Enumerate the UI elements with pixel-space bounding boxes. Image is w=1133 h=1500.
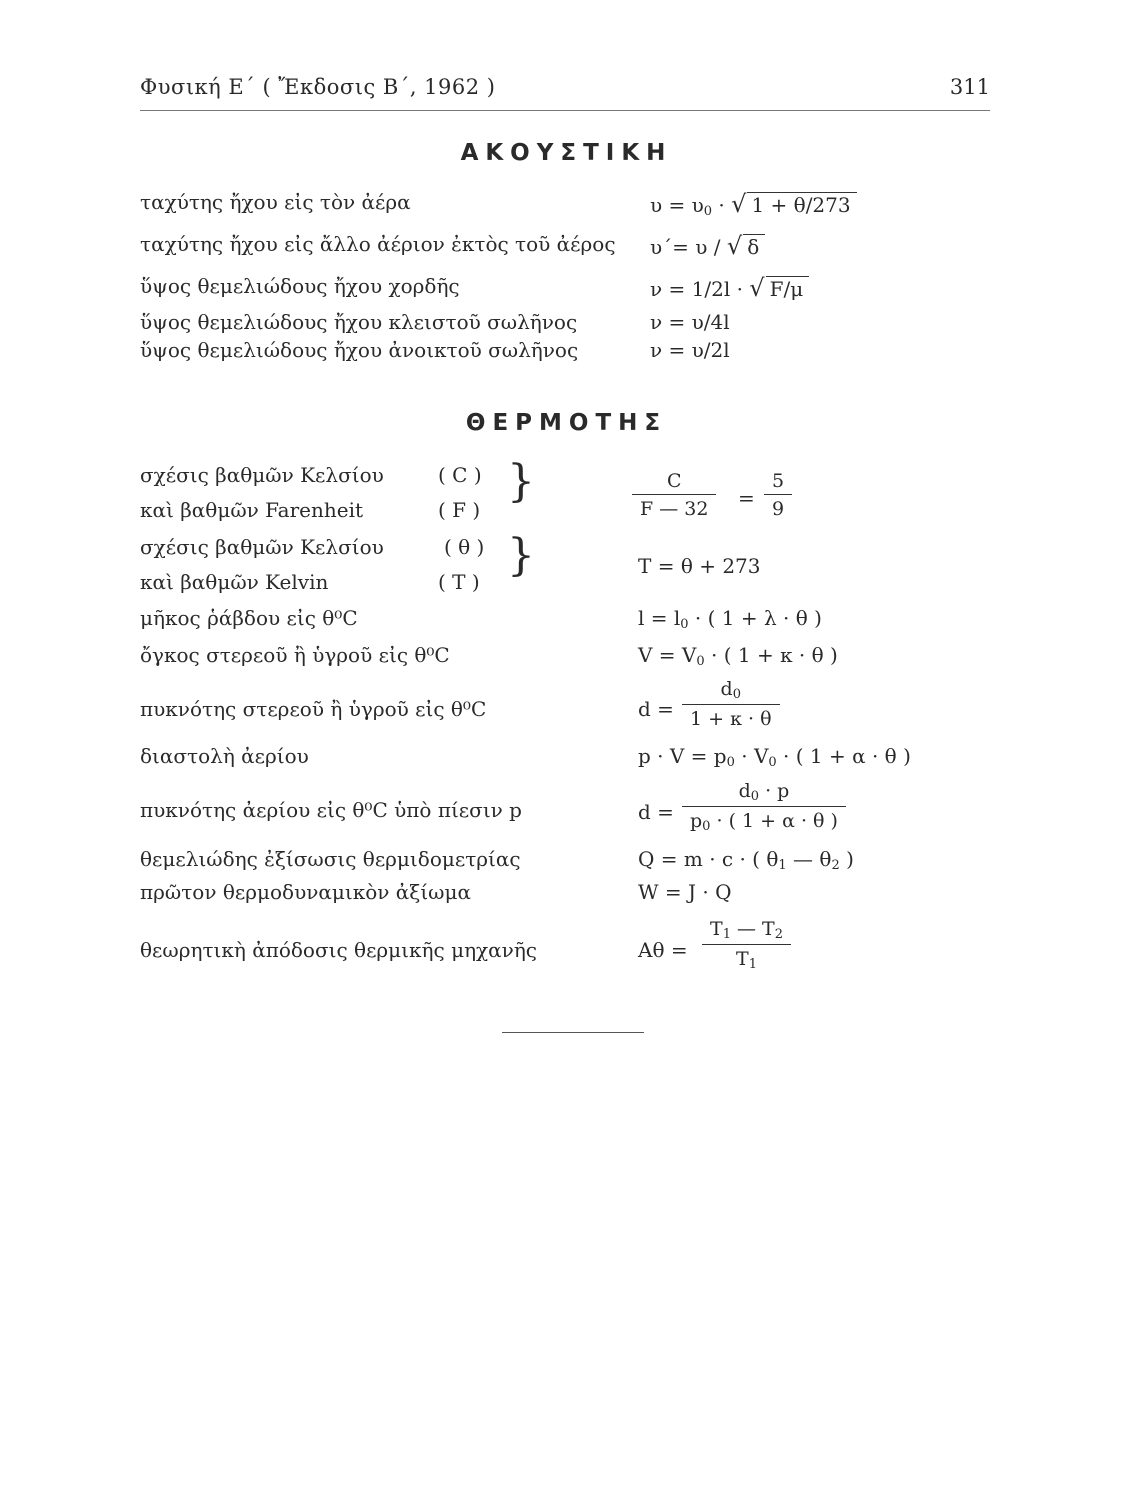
fraction-denominator: 1 + κ · θ (682, 704, 780, 730)
fraction (682, 780, 846, 834)
row-symbol: ( T ) (438, 570, 480, 594)
formula-lhs: d = (638, 800, 674, 824)
grouping-brace: } (507, 530, 535, 581)
fraction-denominator (682, 806, 846, 834)
formula-text: ν = 1/2l · (650, 277, 750, 301)
row-label: ὕψος θεμελιώδους ἤχου χορδῆς (140, 274, 460, 298)
radical-sign: √ (726, 232, 743, 260)
row-label: ταχύτης ἤχου εἰς ἄλλο ἀέριον ἐκτὸς τοῦ ἀέρος (140, 232, 616, 256)
heat-row (140, 880, 960, 916)
fraction-denominator: F — 32 (632, 494, 716, 520)
formula-sub: 2 (831, 858, 840, 873)
heat-row (140, 535, 960, 571)
formula-text: d (720, 678, 733, 700)
row-formula (650, 232, 765, 260)
formula-radicand: F/μ (766, 276, 810, 301)
row-formula: ν = υ/4l (650, 310, 730, 334)
heat-row (140, 606, 960, 642)
formula-text: p · V = p (638, 744, 727, 768)
formula-text: T (736, 948, 749, 970)
formula-text: Q = m · c · ( θ (638, 847, 779, 871)
formula-text: υ΄= υ / (650, 235, 727, 259)
heat-title: ΘΕΡΜΟΤΗΣ (465, 410, 668, 436)
fraction-numerator: C (666, 470, 682, 492)
formula-sub: 0 (680, 617, 689, 632)
fraction-numerator (682, 780, 846, 806)
row-label: σχέσις βαθμῶν Κελσίου (140, 535, 384, 559)
radical-sign: √ (749, 274, 765, 302)
formula-text: T (710, 918, 723, 940)
formula-sub: 0 (726, 755, 735, 770)
formula-lhs: Aθ = (638, 938, 688, 962)
formula-text: ) (839, 847, 854, 871)
formula-sub: 1 (722, 927, 731, 942)
fraction-denominator (702, 944, 791, 972)
fraction-numerator: 5 (772, 470, 785, 492)
row-label: ὄγκος στερεοῦ ἢ ὑγροῦ εἰς θ⁰C (140, 643, 450, 667)
formula-text: · ( 1 + α · θ ) (710, 810, 838, 832)
row-formula: ν = υ/2l (650, 338, 730, 362)
formula-text: · ( 1 + α · θ ) (776, 744, 911, 768)
formula-sub: 0 (768, 755, 777, 770)
formula-sub: 0 (702, 819, 711, 834)
row-label: θεωρητικὴ ἀπόδοσις θερμικῆς μηχανῆς (140, 938, 538, 962)
end-rule (502, 1032, 644, 1033)
acoustics-row (140, 274, 960, 310)
heat-row (140, 938, 960, 974)
row-label: καὶ βαθμῶν Kelvin (140, 570, 329, 594)
heat-row (140, 847, 960, 883)
row-label: ταχύτης ἤχου εἰς τὸν ἀέρα (140, 190, 411, 214)
row-formula (638, 847, 854, 873)
formula-text: · V (734, 744, 769, 768)
row-label: καὶ βαθμῶν Farenheit (140, 498, 364, 522)
row-label: ὕψος θεμελιώδους ἤχου ἀνοικτοῦ σωλῆνος (140, 338, 579, 362)
equals-sign: = (738, 486, 755, 510)
fraction (682, 678, 780, 730)
running-title: Φυσική Ε΄ ( Ἔκδοσις Β΄, 1962 ) (140, 75, 496, 99)
row-symbol: ( F ) (438, 498, 481, 522)
formula-text: · ( 1 + λ · θ ) (688, 606, 822, 630)
row-symbol: ( C ) (438, 463, 482, 487)
formula-text: l = l (638, 606, 681, 630)
formula-sub: 2 (774, 927, 784, 942)
formula-text: — T (730, 918, 775, 940)
acoustics-row (140, 190, 960, 226)
formula-text: d (738, 780, 751, 802)
heat-row (140, 463, 960, 499)
formula-sub: 0 (703, 204, 713, 219)
fraction-numerator (682, 678, 780, 704)
row-formula: W = J · Q (638, 880, 732, 904)
row-label: ὕψος θεμελιώδους ἤχου κλειστοῦ σωλῆνος (140, 310, 578, 334)
heat-row (140, 744, 960, 780)
row-formula (638, 606, 822, 632)
row-label: πυκνότης ἀερίου εἰς θ⁰C ὑπὸ πίεσιν p (140, 798, 522, 822)
formula-text: υ = υ (650, 193, 704, 217)
row-label: πυκνότης στερεοῦ ἢ ὑγροῦ εἰς θ⁰C (140, 697, 487, 721)
row-label: σχέσις βαθμῶν Κελσίου (140, 463, 384, 487)
row-formula (650, 274, 809, 302)
heat-row (140, 498, 960, 534)
formula-sub: 0 (750, 789, 760, 804)
formula-text: · ( 1 + κ · θ ) (704, 643, 838, 667)
formula-sub: 1 (748, 957, 757, 972)
formula-text: — θ (786, 847, 832, 871)
formula-sub: 1 (778, 858, 787, 873)
formula-lhs: d = (638, 697, 674, 721)
row-label: μῆκος ῥάβδου εἰς θ⁰C (140, 606, 358, 630)
heat-row (140, 643, 960, 679)
fraction (702, 918, 791, 972)
formula-text: · p (759, 780, 790, 802)
page-header (140, 70, 990, 111)
row-label: θεμελιώδης ἐξίσωσις θερμιδομετρίας (140, 847, 521, 871)
row-formula (650, 190, 857, 219)
heat-row (140, 697, 960, 733)
formula-radicand: δ (743, 234, 765, 259)
fraction-numerator (702, 918, 791, 944)
fraction (764, 470, 792, 520)
row-formula (638, 744, 911, 770)
heat-row (140, 570, 960, 606)
formula-text: · (712, 193, 732, 217)
page-number: 311 (949, 75, 990, 99)
formula-text: V = V (638, 643, 697, 667)
fraction-denominator: 9 (764, 494, 792, 520)
acoustics-row (140, 232, 960, 268)
acoustics-title: ΑΚΟΥΣΤΙΚΗ (460, 140, 673, 166)
formula-text: p (690, 810, 703, 832)
formula-sub: 0 (732, 687, 741, 702)
row-label: διαστολὴ ἀερίου (140, 744, 309, 768)
row-formula (638, 643, 838, 669)
row-label: πρῶτον θερμοδυναμικὸν ἀξίωμα (140, 880, 471, 904)
fraction (632, 470, 716, 520)
row-symbol: ( θ ) (444, 535, 485, 559)
formula-radicand: 1 + θ/273 (747, 192, 856, 217)
radical-sign: √ (731, 190, 747, 218)
kelvin-formula: T = θ + 273 (638, 554, 761, 578)
acoustics-row (140, 338, 960, 374)
formula-sub: 0 (696, 654, 705, 669)
grouping-brace: } (507, 456, 535, 507)
